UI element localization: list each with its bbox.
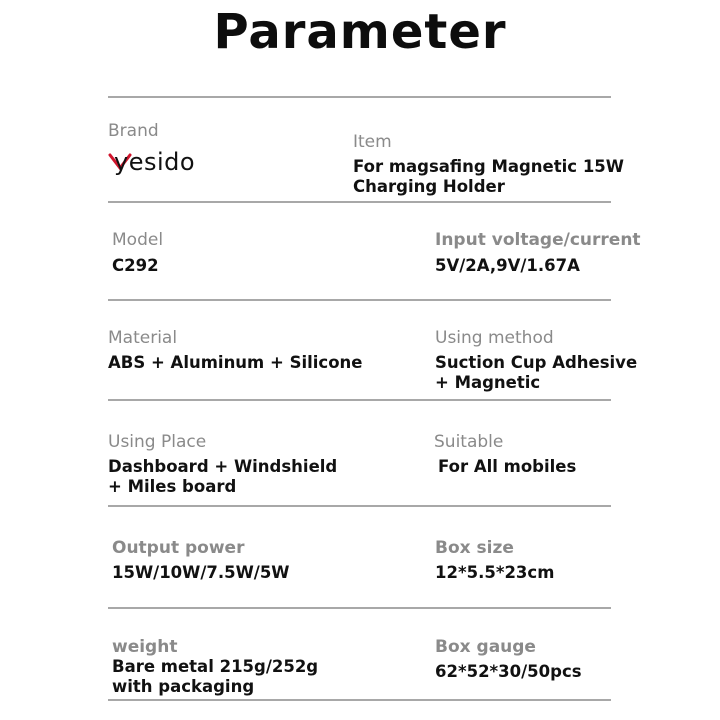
model-value: C292 (112, 256, 159, 275)
using-method-label: Using method (435, 328, 554, 348)
box-gauge-value: 62*52*30/50pcs (435, 662, 582, 681)
weight-label: weight (112, 637, 178, 657)
output-power-label: Output power (112, 538, 245, 558)
divider (108, 299, 611, 301)
brand-label: Brand (108, 121, 159, 141)
item-label: Item (353, 132, 392, 152)
model-label: Model (112, 230, 164, 250)
weight-value-line-2: with packaging (112, 677, 255, 696)
divider (108, 607, 611, 609)
using-place-label: Using Place (108, 432, 207, 452)
divider (108, 399, 611, 401)
page-title: Parameter (213, 4, 507, 60)
suitable-value: For All mobiles (438, 457, 577, 476)
divider (108, 505, 611, 507)
using-method-value-line-1: Suction Cup Adhesive (435, 353, 638, 372)
brand-logo (108, 146, 212, 176)
box-size-label: Box size (435, 538, 514, 558)
box-gauge-label: Box gauge (435, 637, 536, 657)
material-value: ABS + Aluminum + Silicone (108, 353, 363, 372)
output-power-value: 15W/10W/7.5W/5W (112, 563, 290, 582)
item-value-line-2: Charging Holder (353, 177, 505, 196)
input-label: Input voltage/current (435, 230, 641, 250)
divider (108, 201, 611, 203)
using-place-value-line-1: Dashboard + Windshield (108, 457, 338, 476)
divider (108, 699, 611, 701)
using-method-value-line-2: + Magnetic (435, 373, 541, 392)
suitable-label: Suitable (434, 432, 504, 452)
box-size-value: 12*5.5*23cm (435, 563, 555, 582)
item-value-line-1: For magsafing Magnetic 15W (353, 157, 624, 176)
input-value: 5V/2A,9V/1.67A (435, 256, 580, 275)
divider (108, 96, 611, 98)
using-place-value-line-2: + Miles board (108, 477, 237, 496)
weight-value-line-1: Bare metal 215g/252g (112, 657, 319, 676)
brand-logo-text: yesido (114, 148, 196, 176)
material-label: Material (108, 328, 178, 348)
